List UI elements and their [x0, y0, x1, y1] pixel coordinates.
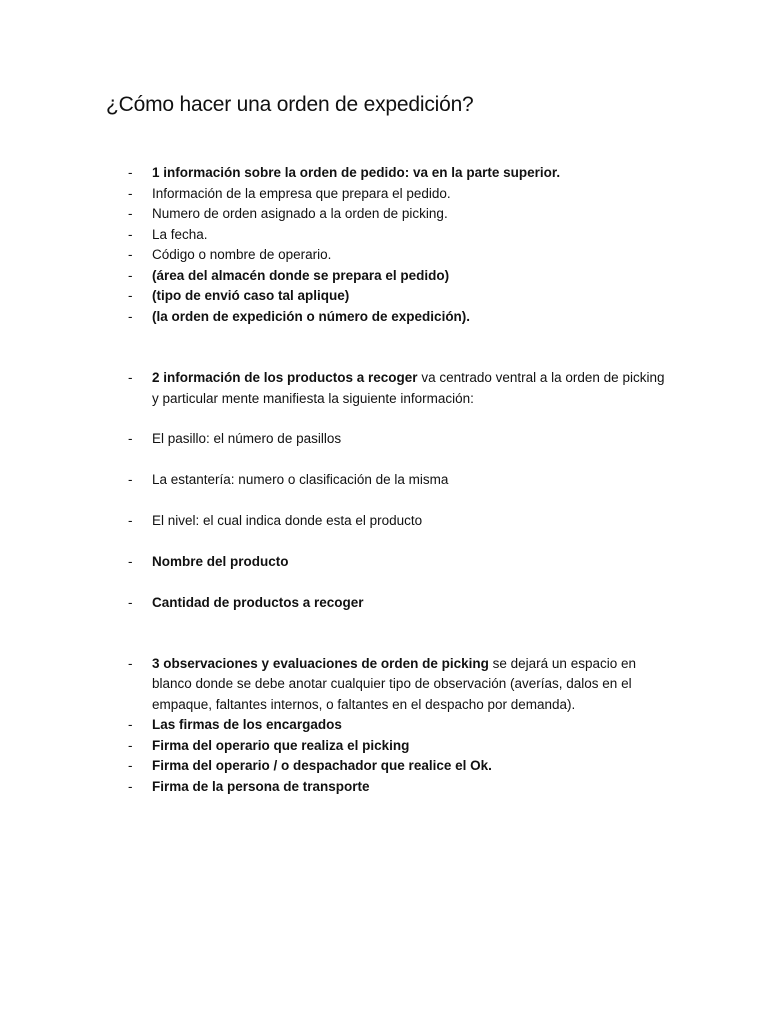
item-text: Nombre del producto: [152, 553, 289, 569]
item-text: Firma del operario / o despachador que realice el Ok.: [152, 758, 492, 773]
bullet-dash: -: [128, 226, 133, 242]
bullet-dash: -: [128, 267, 133, 283]
bullet-dash: -: [128, 165, 133, 180]
bullet-dash: -: [128, 737, 133, 753]
item-text: 1 información sobre la orden de pedido: va en la parte superior.: [152, 165, 561, 180]
bullet-dash: -: [128, 288, 133, 303]
item-rest: va centrado ventral a la orden de picking y particular mente manifiesta la siguiente información:: [152, 370, 665, 406]
item-text: [152, 368, 667, 409]
item-text: Código o nombre de operario.: [152, 247, 332, 262]
item-text: La estantería: numero o clasificación de la misma: [152, 472, 449, 487]
document-title: ¿Cómo hacer una orden de expedición?: [106, 93, 474, 116]
bullet-dash: -: [128, 758, 133, 773]
bullet-dash: -: [128, 717, 133, 732]
bullet-dash: -: [128, 778, 133, 794]
item-text: Cantidad de productos a recoger: [152, 594, 364, 610]
item-text: (área del almacén donde se prepara el pedido): [152, 267, 450, 283]
item-text: (la orden de expedición o número de expedición).: [152, 308, 471, 324]
bullet-dash: -: [128, 512, 133, 528]
item-text: La fecha.: [152, 226, 208, 242]
bullet-dash: -: [128, 655, 133, 671]
item-text: Las firmas de los encargados: [152, 717, 342, 732]
item-text: Información de la empresa que prepara el pedido.: [152, 185, 451, 201]
item-text: El pasillo: el número de pasillos: [152, 431, 342, 446]
bullet-dash: -: [128, 370, 133, 385]
item-lead: 2 información de los productos a recoger: [152, 370, 418, 385]
bullet-dash: -: [128, 247, 133, 262]
bullet-dash: -: [128, 594, 133, 610]
bullet-dash: -: [128, 431, 133, 446]
bullet-dash: -: [128, 185, 133, 201]
item-text: El nivel: el cual indica donde esta el producto: [152, 512, 423, 528]
item-lead: 3 observaciones y evaluaciones de orden de picking: [152, 655, 489, 671]
item-text: [152, 654, 667, 716]
item-text: Numero de orden asignado a la orden de picking.: [152, 206, 448, 221]
item-text: Firma de la persona de transporte: [152, 778, 370, 794]
bullet-dash: -: [128, 472, 133, 487]
bullet-dash: -: [128, 553, 133, 569]
item-text: (tipo de envió caso tal aplique): [152, 288, 350, 303]
bullet-dash: -: [128, 308, 133, 324]
bullet-dash: -: [128, 206, 133, 221]
item-rest: se dejará un espacio en blanco donde se debe anotar cualquier tipo de observación (averías, dalos en el empaque, faltantes internos, o faltantes en el despacho por demanda).: [152, 655, 636, 712]
item-text: Firma del operario que realiza el picking: [152, 737, 410, 753]
